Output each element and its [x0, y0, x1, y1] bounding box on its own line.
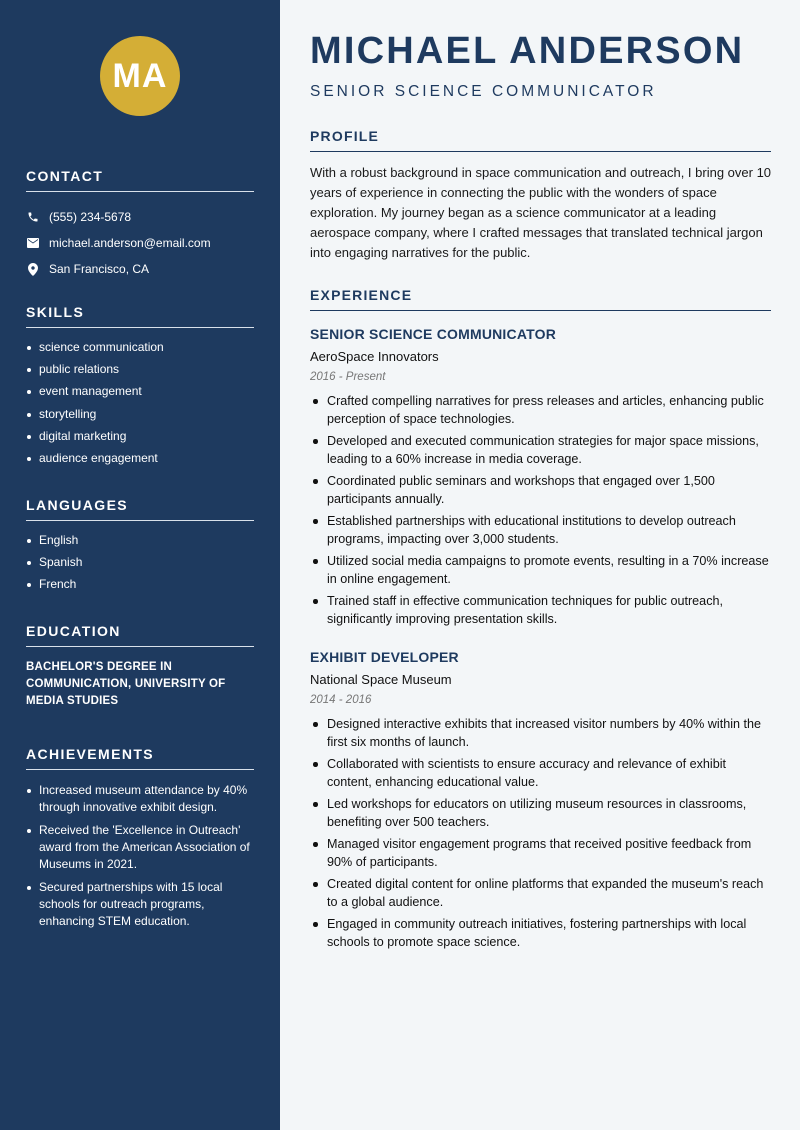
skills-list: [26, 340, 254, 466]
location-text: San Francisco, CA: [49, 262, 150, 276]
achievement-item: Received the 'Excellence in Outreach' award from the American Association of Museums in 2021.: [26, 822, 254, 873]
language-item: English: [26, 533, 254, 548]
skill-item: storytelling: [26, 407, 254, 422]
job-company: AeroSpace Innovators: [310, 349, 439, 364]
contact-phone: [26, 204, 254, 230]
mail-icon: [26, 236, 40, 250]
achievements-section: [26, 746, 254, 936]
skills-heading: SKILLS: [26, 304, 254, 328]
job-bullets: [310, 392, 772, 628]
achievements-heading: ACHIEVEMENTS: [26, 746, 254, 770]
job-dates: 2016 - Present: [310, 371, 386, 383]
job-bullet: Developed and executed communication strategies for major space missions, leading to a 60% increase in media coverage.: [310, 432, 772, 468]
job-bullet: Created digital content for online platforms that expanded the museum's reach to a global audience.: [310, 875, 772, 911]
job-title-header: SENIOR SCIENCE COMMUNICATOR: [310, 83, 657, 100]
main-content: [280, 0, 800, 1130]
experience-heading: EXPERIENCE: [310, 287, 771, 311]
job-company: National Space Museum: [310, 672, 452, 687]
job-bullet: Utilized social media campaigns to promote events, resulting in a 70% increase in online engagement.: [310, 552, 772, 588]
contact-section: [26, 168, 254, 282]
profile-text: With a robust background in space communication and outreach, I bring over 10 years of experience in connecting the public with the wonders of space exploration. My journey began as a science communicator at a leading aerospace company, where I crafted messages that translated technical jargon into engaging narratives for the public.: [310, 165, 772, 260]
languages-section: [26, 497, 254, 600]
job-entry: [310, 649, 772, 955]
job-title: EXHIBIT DEVELOPER: [310, 649, 459, 665]
skills-section: [26, 304, 254, 473]
education-degree: BACHELOR'S DEGREE IN COMMUNICATION, UNIVERSITY OF MEDIA STUDIES: [26, 661, 226, 707]
job-bullet: Established partnerships with educational institutions to develop outreach programs, impacting over 3,000 students.: [310, 512, 772, 548]
job-title: SENIOR SCIENCE COMMUNICATOR: [310, 326, 557, 342]
job-bullet: Engaged in community outreach initiatives, fostering partnerships with local schools to promote space science.: [310, 915, 772, 951]
languages-heading: LANGUAGES: [26, 497, 254, 521]
profile-heading: PROFILE: [310, 128, 771, 152]
skill-item: audience engagement: [26, 451, 254, 466]
skill-item: science communication: [26, 340, 254, 355]
education-heading: EDUCATION: [26, 623, 254, 647]
achievements-list: [26, 782, 254, 930]
job-bullet: Led workshops for educators on utilizing museum resources in classrooms, benefiting over 500 teachers.: [310, 795, 772, 831]
full-name: MICHAEL ANDERSON: [310, 30, 745, 72]
job-bullet: Coordinated public seminars and workshops that engaged over 1,500 participants annually.: [310, 472, 772, 508]
job-bullet: Crafted compelling narratives for press releases and articles, enhancing public perception of space technologies.: [310, 392, 772, 428]
contact-email: [26, 230, 254, 256]
phone-icon: [26, 210, 40, 224]
job-bullet: Managed visitor engagement programs that received positive feedback from 90% of participants.: [310, 835, 772, 871]
job-entry: [310, 326, 772, 632]
contact-location: [26, 256, 254, 282]
sidebar: [0, 0, 280, 1130]
email-text: michael.anderson@email.com: [49, 236, 211, 250]
achievement-item: Secured partnerships with 15 local schools for outreach programs, enhancing STEM education.: [26, 879, 254, 930]
job-bullet: Collaborated with scientists to ensure accuracy and relevance of exhibit content, enhancing educational value.: [310, 755, 772, 791]
education-section: [26, 623, 254, 710]
job-dates: 2014 - 2016: [310, 694, 372, 706]
contact-heading: CONTACT: [26, 168, 254, 192]
language-item: French: [26, 577, 254, 592]
achievement-item: Increased museum attendance by 40% through innovative exhibit design.: [26, 782, 254, 816]
phone-text: (555) 234-5678: [49, 210, 132, 224]
initials-avatar: MA: [100, 36, 180, 116]
location-pin-icon: [26, 262, 40, 276]
job-bullet: Trained staff in effective communication techniques for public outreach, significantly improving presentation skills.: [310, 592, 772, 628]
skill-item: digital marketing: [26, 429, 254, 444]
languages-list: [26, 533, 254, 592]
language-item: Spanish: [26, 555, 254, 570]
skill-item: public relations: [26, 362, 254, 377]
job-bullet: Designed interactive exhibits that increased visitor numbers by 40% within the first six months of launch.: [310, 715, 772, 751]
job-bullets: [310, 715, 772, 951]
skill-item: event management: [26, 384, 254, 399]
